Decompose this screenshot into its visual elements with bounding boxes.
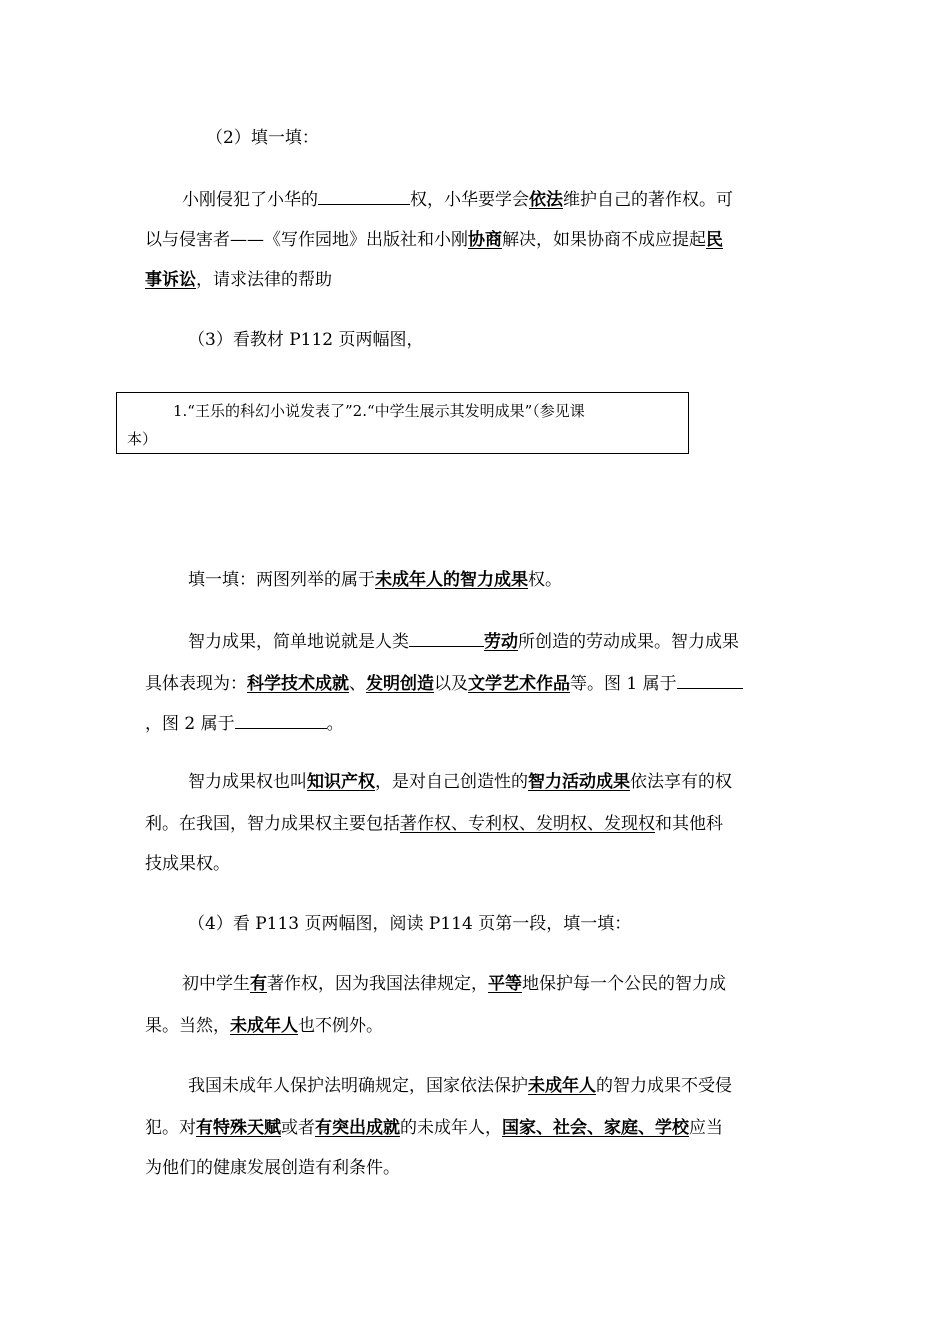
answer: 知识产权 [307,772,375,792]
section3-heading: （3）看教材 P112 页两幅图， [188,330,424,350]
text: 智力成果权也叫 [188,772,307,792]
fill-blank [318,186,410,205]
text: 等。图 1 属于 [570,674,677,694]
text: 权，小华要学会 [410,190,529,210]
paragraph-line: 技成果权。 [145,854,230,874]
answer: 事诉讼 [145,270,196,290]
text: 地保护每一个公民的智力成 [522,974,726,994]
answer: 智力活动成果 [528,772,630,792]
fill-blank [409,628,484,647]
underlined-answer: 著作权、专利权、发明权、发现权 [400,814,655,834]
fill-blank [677,670,743,689]
box-line: 1.“王乐的科幻小说发表了”2.“中学生展示其发明成果”（参见课 [173,402,585,420]
answer: 协商 [468,230,502,250]
paragraph-line [145,710,344,736]
answer: 发明创造 [366,674,434,694]
section4-heading: （4）看 P113 页两幅图，阅读 P114 页第一段，填一填： [188,914,632,934]
paragraph-line [182,186,733,212]
text: 也不例外。 [298,1016,383,1036]
answer: 民 [706,230,723,250]
text: 和其他科 [655,814,723,834]
answer: 未成年人 [230,1016,298,1036]
text: ，图 2 属于 [145,714,235,734]
answer: 未成年人的智力成果 [375,570,528,590]
paragraph-line [145,1014,383,1038]
paragraph-line [145,228,723,252]
text: 果。当然， [145,1016,230,1036]
section2-heading: （2）填一填： [206,128,319,148]
paragraph-line [188,628,739,654]
text: 填一填：两图列举的属于 [188,570,375,590]
paragraph-line: 为他们的健康发展创造有利条件。 [145,1158,400,1178]
fill-blank [235,710,327,729]
text: 维护自己的著作权。可 [563,190,733,210]
text: 我国未成年人保护法明确规定，国家依法保护 [188,1076,528,1096]
text: 小刚侵犯了小华的 [182,190,318,210]
text: 所创造的劳动成果。智力成果 [518,632,739,652]
text: 著作权，因为我国法律规定， [267,974,488,994]
answer: 文学艺术作品 [468,674,570,694]
text: 或者 [281,1118,315,1138]
text: 的未成年人， [400,1118,502,1138]
reference-box [116,392,689,454]
paragraph-line [182,972,726,996]
text: 犯。对 [145,1118,196,1138]
paragraph-line [145,812,723,836]
text: 解决，如果协商不成应提起 [502,230,706,250]
text: 利。在我国，智力成果权主要包括 [145,814,400,834]
paragraph-line [188,770,732,794]
paragraph-line [145,670,743,696]
paragraph-line [188,1074,732,1098]
text: 。 [326,714,344,734]
text: ，请求法律的帮助 [196,270,332,290]
text: 、 [349,674,366,694]
answer: 劳动 [484,632,518,652]
text: ，是对自己创造性的 [375,772,528,792]
text: 初中学生 [182,974,250,994]
paragraph-line [145,1116,723,1140]
paragraph-line [145,268,332,292]
answer: 有 [250,974,267,994]
text: 依法享有的权 [630,772,732,792]
paragraph-line [188,568,562,592]
text: 以及 [434,674,468,694]
text: 应当 [689,1118,723,1138]
text: 的智力成果不受侵 [596,1076,732,1096]
box-line: 本） [127,430,158,448]
answer: 未成年人 [528,1076,596,1096]
answer: 有突出成就 [315,1118,400,1138]
text: 具体表现为： [145,674,247,694]
answer: 有特殊天赋 [196,1118,281,1138]
answer: 国家、社会、家庭、学校 [502,1118,689,1138]
answer: 依法 [529,190,563,210]
text: 权。 [528,570,562,590]
answer: 科学技术成就 [247,674,349,694]
answer: 平等 [488,974,522,994]
text: 以与侵害者——《写作园地》出版社和小刚 [145,230,468,250]
text: 智力成果，简单地说就是人类 [188,632,409,652]
